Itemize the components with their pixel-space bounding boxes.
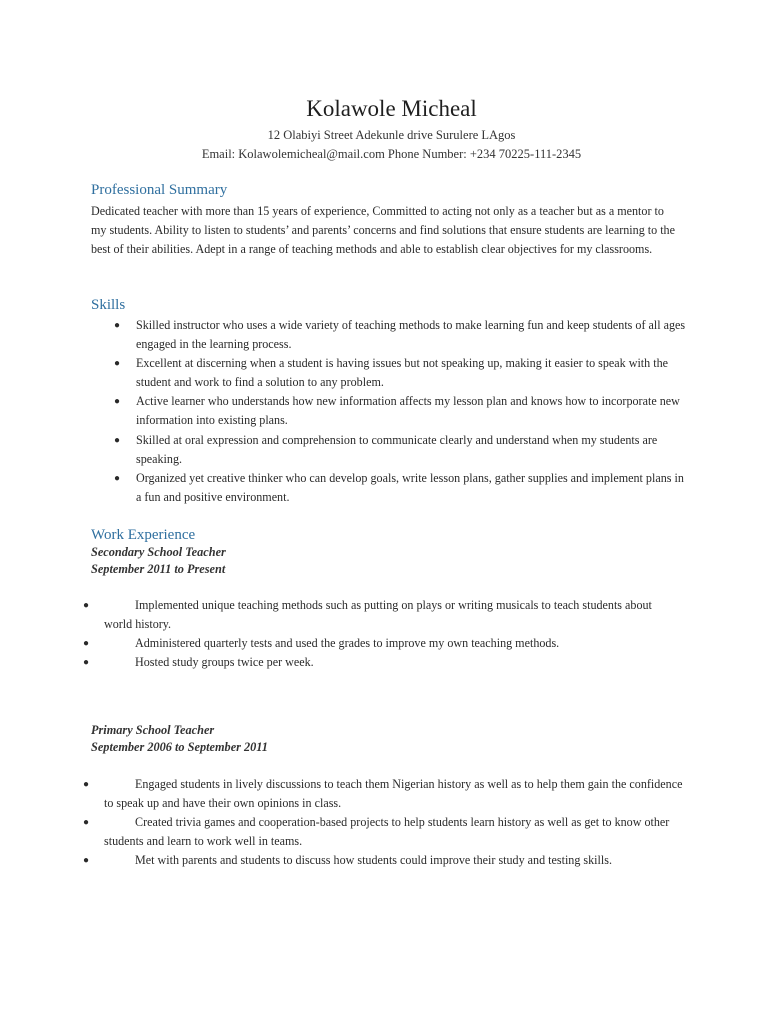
skill-text: Organized yet creative thinker who can develop goals, write lesson plans, gather supplies and implement plans in a fun and positive environment. [136, 470, 684, 504]
address-line: 12 Olabiyi Street Adekunle drive Surulere LAgos [267, 128, 516, 142]
skill-text: Skilled at oral expression and comprehension to communicate clearly and understand when my students are speaking. [136, 432, 658, 466]
bullet-icon: ● [114, 396, 121, 408]
duty-item [83, 596, 683, 634]
job-duties-list [83, 596, 683, 672]
duty-text: Created trivia games and cooperation-based projects to help students learn history as well as get to know other students and learn to work well in teams. [104, 815, 670, 849]
skill-item [91, 354, 691, 392]
skill-item [91, 392, 691, 430]
skill-item [91, 431, 691, 469]
skill-item [91, 316, 691, 354]
duty-text: Engaged students in lively discussions to teach them Nigerian history as well as to help them gain the confidence to speak up and have their own opinions in class. [104, 777, 683, 811]
job-duties-list [83, 775, 683, 870]
bullet-icon: ● [114, 358, 121, 370]
bullet-icon: ● [114, 434, 121, 446]
duty-item [83, 775, 683, 813]
skills-list [91, 316, 691, 507]
contact-line: Email: Kolawolemicheal@mail.com Phone Number: +234 70225-111-2345 [201, 147, 582, 161]
bullet-icon: ● [83, 779, 90, 790]
summary-text: Dedicated teacher with more than 15 years of experience, Committed to acting not only as a teacher but as a mentor to my students. Ability to listen to students’ and parents’ concerns and find solutions that ensure students are learning to the best of their abilities. Adept in a range of teaching methods and able to establish clear objectives for my classrooms. [91, 204, 675, 257]
duty-item [83, 813, 683, 851]
section-title-summary: Professional Summary [91, 182, 228, 198]
bullet-icon: ● [83, 855, 90, 867]
duty-text: Implemented unique teaching methods such as putting on plays or writing musicals to teach students about world history. [104, 598, 652, 632]
duty-text: Met with parents and students to discuss how students could improve their study and testing skills. [135, 853, 612, 868]
section-title-work: Work Experience [91, 527, 196, 543]
bullet-icon: ● [83, 638, 90, 650]
job-title: Primary School Teacher [91, 723, 215, 737]
duty-text: Administered quarterly tests and used the grades to improve my own teaching methods. [135, 636, 560, 651]
bullet-icon: ● [114, 472, 121, 484]
skill-item [91, 469, 691, 507]
job-dates: September 2011 to Present [91, 562, 226, 576]
bullet-icon: ● [83, 657, 90, 669]
duty-item [83, 851, 683, 870]
bullet-icon: ● [83, 817, 90, 829]
resume-header [0, 94, 768, 164]
bullet-icon: ● [114, 320, 121, 331]
skill-text: Skilled instructor who uses a wide variety of teaching methods to make learning fun and keep students of all ages engaged in the learning process. [136, 318, 686, 352]
duty-item [83, 653, 683, 672]
candidate-name: Kolawole Micheal [306, 96, 477, 121]
job-dates: September 2006 to September 2011 [91, 740, 268, 754]
job-title: Secondary School Teacher [91, 545, 226, 559]
skill-text: Active learner who understands how new information affects my lesson plan and knows how to incorporate new information into existing plans. [136, 394, 680, 428]
bullet-icon: ● [83, 600, 90, 611]
section-title-skills: Skills [91, 297, 126, 313]
duty-text: Hosted study groups twice per week. [135, 655, 314, 670]
skill-text: Excellent at discerning when a student is having issues but not speaking up, making it easier to speak with the student and work to find a solution to any problem. [136, 356, 669, 390]
duty-item [83, 634, 683, 653]
